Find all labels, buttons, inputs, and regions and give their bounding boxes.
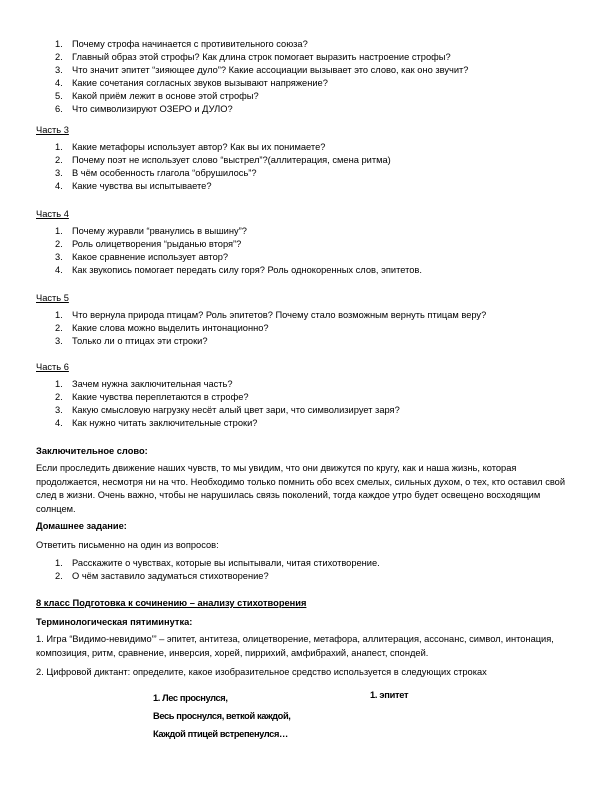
list-item-number: 3. bbox=[55, 168, 63, 178]
part3-question-list bbox=[48, 141, 391, 193]
part3-title: Часть 3 bbox=[36, 125, 69, 135]
list-item bbox=[48, 141, 391, 154]
list-item bbox=[48, 309, 486, 322]
part6-title: Часть 6 bbox=[36, 362, 69, 372]
grade8-title: 8 класс Подготовка к сочинению – анализу стихотворения bbox=[36, 598, 307, 608]
list-item bbox=[48, 322, 486, 335]
list-item-number: 2. bbox=[55, 571, 63, 581]
list-item-text: Почему поэт не использует слово “выстрел”?(аллитерация, смена ритма) bbox=[72, 155, 391, 165]
list-item-number: 2. bbox=[55, 323, 63, 333]
list-item-text: Что значит эпитет “зияющее дуло”? Какие ассоциации вызывает это слово, как оно звучит? bbox=[72, 65, 469, 75]
homework-intro: Ответить письменно на один из вопросов: bbox=[36, 540, 219, 550]
part4-title: Часть 4 bbox=[36, 209, 69, 219]
list-item bbox=[48, 238, 422, 251]
part6-question-list bbox=[48, 378, 400, 430]
list-item-number: 1. bbox=[55, 142, 63, 152]
list-item bbox=[48, 557, 380, 570]
list-item bbox=[48, 391, 400, 404]
list-item bbox=[48, 51, 468, 64]
list-item-number: 1. bbox=[55, 226, 63, 236]
list-item-number: 1. bbox=[55, 379, 63, 389]
part5-question-list bbox=[48, 309, 486, 348]
list-item-number: 4. bbox=[55, 265, 63, 275]
list-item-text: Что символизируют ОЗЕРО и ДУЛО? bbox=[72, 104, 233, 114]
list-item bbox=[48, 180, 391, 193]
list-item bbox=[48, 251, 422, 264]
list-item-number: 2. bbox=[55, 239, 63, 249]
list-item-text: Как нужно читать заключительные строки? bbox=[72, 418, 258, 428]
list-item-text: Почему строфа начинается с противительного союза? bbox=[72, 39, 308, 49]
poem-line: 1. Лес проснулся, bbox=[153, 693, 228, 703]
list-item bbox=[48, 570, 380, 583]
list-item-number: 3. bbox=[55, 252, 63, 262]
list-item-number: 2. bbox=[55, 155, 63, 165]
list-item bbox=[48, 264, 422, 277]
list-item-text: В чём особенность глагола “обрушилось”? bbox=[72, 168, 257, 178]
part2-question-list bbox=[48, 38, 468, 116]
list-item-number: 1. bbox=[55, 310, 63, 320]
list-item-number: 4. bbox=[55, 418, 63, 428]
list-item-text: Какую смысловую нагрузку несёт алый цвет зари, что символизирует заря? bbox=[72, 405, 400, 415]
warmup-task1: 1. Игра “Видимо-невидимо”’ – эпитет, антитеза, олицетворение, метафора, аллитерация, ассонанс, символ, интонация, композиция, ритм, сравнение, инверсия, хорей, пиррихий, амфибрахий, анапест, спондей. bbox=[36, 634, 554, 658]
list-item-number: 1. bbox=[55, 558, 63, 568]
part5-title: Часть 5 bbox=[36, 293, 69, 303]
list-item-number: 5. bbox=[55, 91, 63, 101]
list-item-number: 3. bbox=[55, 65, 63, 75]
list-item-number: 3. bbox=[55, 405, 63, 415]
list-item-text: Какие метафоры использует автор? Как вы их понимаете? bbox=[72, 142, 326, 152]
list-item bbox=[48, 225, 422, 238]
warmup-task2: 2. Цифровой диктант: определите, какое изобразительное средство используется в следующих строках bbox=[36, 667, 487, 677]
list-item-number: 6. bbox=[55, 104, 63, 114]
list-item-text: Расскажите о чувствах, которые вы испытывали, читая стихотворение. bbox=[72, 558, 380, 568]
list-item bbox=[48, 38, 468, 51]
list-item-text: О чём заставило задуматься стихотворение? bbox=[72, 571, 269, 581]
list-item-text: Какие чувства переплетаются в строфе? bbox=[72, 392, 249, 402]
homework-question-list bbox=[48, 557, 380, 583]
poem-excerpt bbox=[153, 689, 290, 743]
list-item-number: 1. bbox=[55, 39, 63, 49]
list-item bbox=[48, 103, 468, 116]
homework-heading: Домашнее задание: bbox=[36, 521, 127, 531]
list-item-text: Почему журавли “рванулись в вышину”? bbox=[72, 226, 247, 236]
list-item-text: Какое сравнение использует автор? bbox=[72, 252, 229, 262]
list-item bbox=[48, 167, 391, 180]
list-item-number: 4. bbox=[55, 78, 63, 88]
list-item bbox=[48, 64, 468, 77]
list-item bbox=[48, 90, 468, 103]
conclusion-heading: Заключительное слово: bbox=[36, 446, 148, 456]
list-item bbox=[48, 417, 400, 430]
poem-line: Весь проснулся, веткой каждой, bbox=[153, 711, 291, 721]
list-item bbox=[48, 154, 391, 167]
list-item bbox=[48, 378, 400, 391]
list-item-number: 3. bbox=[55, 336, 63, 346]
list-item bbox=[48, 77, 468, 90]
list-item-text: Как звукопись помогает передать силу горя? Роль однокоренных слов, эпитетов. bbox=[72, 265, 422, 275]
list-item-number: 2. bbox=[55, 52, 63, 62]
list-item-number: 2. bbox=[55, 392, 63, 402]
part4-question-list bbox=[48, 225, 422, 277]
list-item-text: Какие слова можно выделить интонационно? bbox=[72, 323, 269, 333]
list-item-text: Роль олицетворения “рыданью вторя”? bbox=[72, 239, 242, 249]
list-item-text: Какие сочетания согласных звуков вызывают напряжение? bbox=[72, 78, 328, 88]
list-item bbox=[48, 404, 400, 417]
list-item-text: Что вернула природа птицам? Роль эпитетов? Почему стало возможным вернуть птицам веру? bbox=[72, 310, 487, 320]
poem-line: Каждой птицей встрепенулся… bbox=[153, 729, 288, 739]
list-item-text: Какие чувства вы испытываете? bbox=[72, 181, 212, 191]
conclusion-text: Если проследить движение наших чувств, то мы увидим, что они движутся по кругу, как и наша жизнь, которая продолжается, несмотря ни на что. Необходимо только помнить обо всех смелых, сильных духом, о тех, кто оставил свой след в жизни. Очень важно, чтобы не нарушилась связь поколений, тогда каждое утро будет освещено восходящим солнцем. bbox=[36, 463, 566, 514]
list-item-text: Какой приём лежит в основе этой строфы? bbox=[72, 91, 259, 101]
list-item-number: 4. bbox=[55, 181, 63, 191]
warmup-heading: Терминологическая пятиминутка: bbox=[36, 617, 193, 627]
list-item-text: Зачем нужна заключительная часть? bbox=[72, 379, 233, 389]
list-item bbox=[48, 335, 486, 348]
list-item-text: Главный образ этой строфы? Как длина строк помогает выразить настроение строфы? bbox=[72, 52, 451, 62]
poem-answer: 1. эпитет bbox=[370, 690, 409, 700]
list-item-text: Только ли о птицах эти строки? bbox=[72, 336, 208, 346]
